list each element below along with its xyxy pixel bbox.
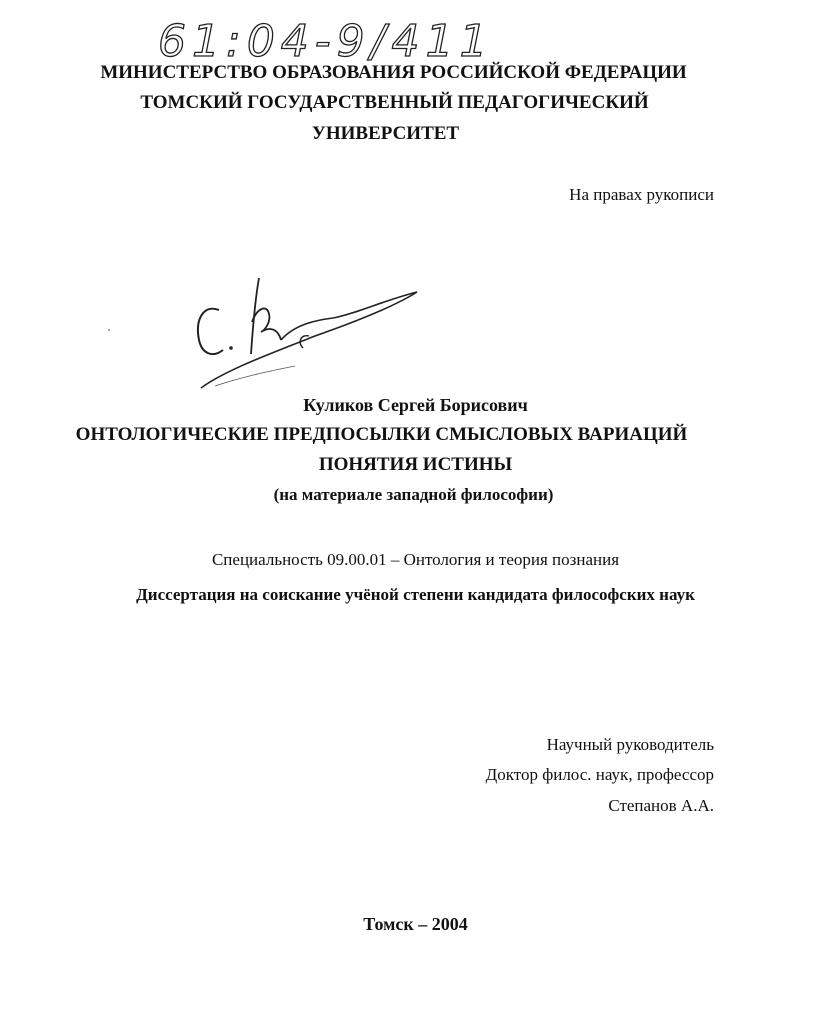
archive-mark-text: 61:04-9/411 bbox=[158, 16, 494, 67]
dissertation-title-line1: ОНТОЛОГИЧЕСКИЕ ПРЕДПОСЫЛКИ СМЫСЛОВЫХ ВАРИАЦИЙ bbox=[75, 424, 688, 445]
header-ministry: МИНИСТЕРСТВО ОБРАЗОВАНИЯ РОССИЙСКОЙ ФЕДЕРАЦИИ bbox=[100, 62, 687, 83]
place-year: Томск – 2004 bbox=[363, 914, 468, 934]
degree-line: Диссертация на соискание учёной степени кандидата философских наук bbox=[136, 585, 695, 604]
advisor-degree: Доктор филос. наук, профессор bbox=[485, 765, 714, 784]
advisor-label: Научный руководитель bbox=[546, 735, 714, 754]
handwritten-archive-mark bbox=[150, 10, 494, 70]
signature-text: С. Ку bbox=[195, 274, 198, 275]
header-university-line1: ТОМСКИЙ ГОСУДАРСТВЕННЫЙ ПЕДАГОГИЧЕСКИЙ bbox=[140, 92, 649, 113]
author-signature bbox=[185, 270, 425, 400]
scan-speck bbox=[108, 329, 110, 331]
manuscript-rights-label: На правах рукописи bbox=[569, 185, 714, 204]
header-university-line2: УНИВЕРСИТЕТ bbox=[311, 123, 460, 144]
specialty-line: Специальность 09.00.01 – Онтология и теория познания bbox=[211, 550, 620, 569]
author-name: Куликов Сергей Борисович bbox=[303, 395, 528, 415]
dissertation-subtitle: (на материале западной философии) bbox=[273, 485, 554, 504]
dissertation-title-line2: ПОНЯТИЯ ИСТИНЫ bbox=[318, 454, 513, 475]
advisor-name: Степанов А.А. bbox=[608, 796, 714, 815]
